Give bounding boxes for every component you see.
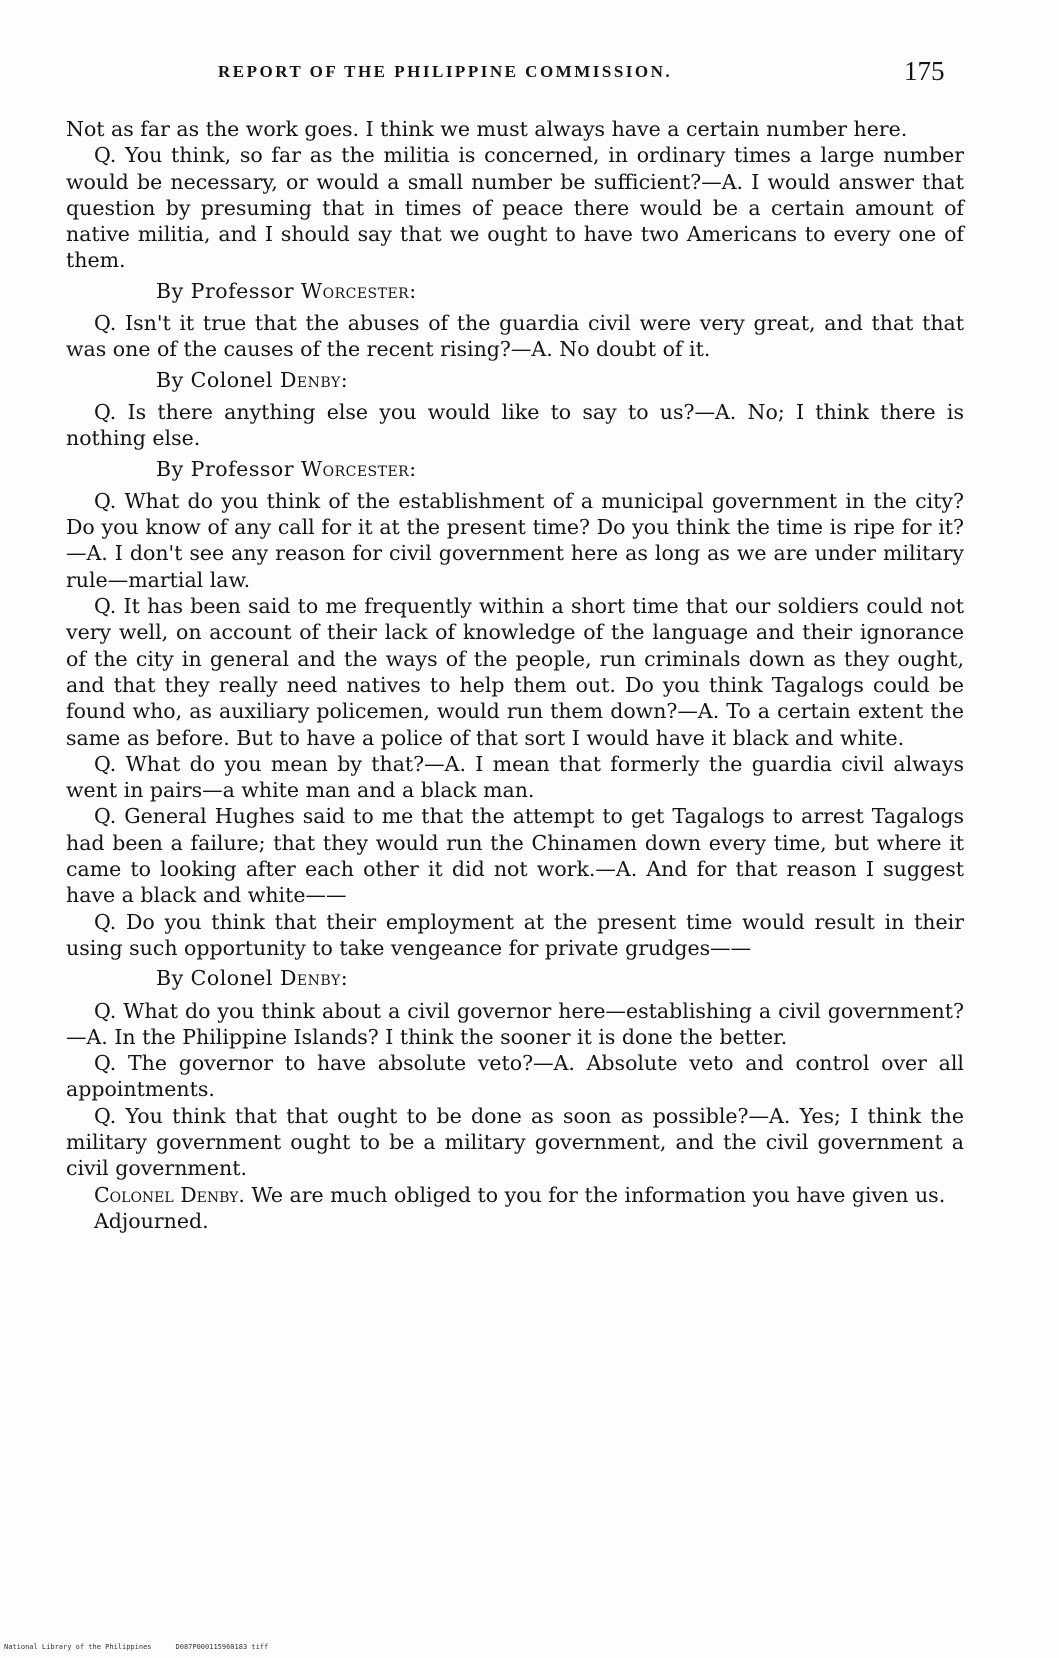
paragraph: Q. The governor to have absolute veto?—A. Absolute veto and control over all appointments.	[66, 1051, 964, 1102]
paragraph: Q. It has been said to me frequently within a short time that our soldiers could not very well, on account of their lack of knowledge of the language and their ignorance of the city in general and the ways of the people, run criminals down as they ought, and that they really need natives to help them out. Do you think Tagalogs could be found who, as auxiliary policemen, would run them down?—A. To a certain extent the same as before. But to have a police of that sort I would have it black and white.	[66, 594, 964, 750]
speaker-suffix: :	[340, 367, 349, 392]
adjourned-line: Adjourned.	[94, 1208, 209, 1233]
speaker-name: Denby	[280, 367, 341, 392]
paragraph: Q. What do you mean by that?—A. I mean that formerly the guardia civil always went in pairs—a white man and a black man.	[66, 751, 964, 803]
paragraph: Q. You think that that ought to be done as soon as possible?—A. Yes; I think the military government ought to be a military government, and the civil government a civil government.	[66, 1103, 964, 1181]
speaker-heading	[66, 965, 964, 991]
paragraph: Q. General Hughes said to me that the attempt to get Tagalogs to arrest Tagalogs had been a failure; that they would run the Chinamen down every time, but where it came to looking after each other it did not work.—A. And for that reason I suggest have a black and white——	[66, 804, 964, 908]
speaker-suffix: :	[409, 278, 417, 303]
speaker-prefix: By Professor	[156, 278, 302, 303]
running-head: REPORT OF THE PHILIPPINE COMMISSION.	[218, 62, 673, 81]
footer-library: National Library of the Philippines	[4, 1643, 152, 1651]
speaker-prefix: By Professor	[156, 456, 302, 481]
speaker-name: Worcester	[301, 278, 410, 303]
closing-speaker: Colonel Denby.	[94, 1182, 245, 1207]
speaker-name: Denby	[280, 966, 341, 991]
speaker-suffix: :	[409, 456, 417, 481]
paragraph: Q. You think, so far as the militia is concerned, in ordinary times a large number would be necessary, or would a small number be sufficient?—A. I would answer that question by presuming that in times of peace there would be a certain amount of native militia, and I should say that we ought to have two Americans to every one of them.	[66, 143, 964, 273]
paragraph: Q. Isn't it true that the abuses of the guardia civil were very great, and that that was one of the causes of the recent rising?—A. No doubt of it.	[66, 311, 964, 362]
page-number: 175	[904, 56, 945, 86]
paragraph: Q. What do you think of the establishment of a municipal government in the city? Do you know of any call for it at the present time? Do you think the time is ripe for it?—A. I don't see any reason for civil government here as long as we are under military rule—martial law.	[66, 488, 964, 592]
scan-footer	[4, 1643, 268, 1651]
body-text	[66, 116, 964, 1234]
closing-text: We are much obliged to you for the information you have given us.	[244, 1182, 946, 1207]
speaker-heading	[66, 456, 964, 482]
speaker-name: Worcester	[301, 456, 410, 481]
footer-file-id: D087P000115960183 tiff	[175, 1643, 269, 1651]
paragraph: Q. Is there anything else you would like to say to us?—A. No; I think there is nothing else.	[66, 399, 964, 451]
speaker-prefix: By Colonel	[156, 966, 280, 991]
speaker-heading	[66, 278, 964, 304]
paragraph: Not as far as the work goes. I think we must always have a certain number here.	[66, 117, 908, 141]
speaker-suffix: :	[340, 966, 349, 991]
paragraph: Q. Do you think that their employment at the present time would result in their using such opportunity to take vengeance for private grudges——	[66, 909, 964, 960]
paragraph: Q. What do you think about a civil governor here—establishing a civil government?—A. In the Philippine Islands? I think the sooner it is done the better.	[66, 998, 964, 1049]
speaker-heading	[66, 367, 964, 393]
speaker-prefix: By Colonel	[156, 367, 280, 392]
closing-remark	[66, 1182, 964, 1208]
